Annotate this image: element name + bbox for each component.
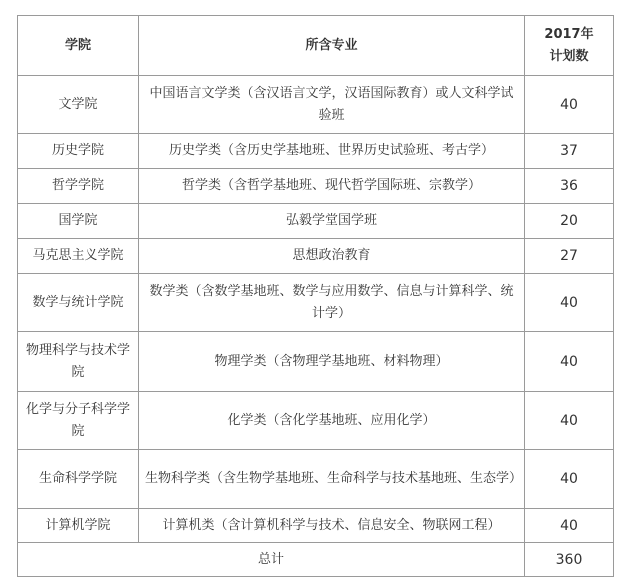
table-row bbox=[18, 450, 614, 509]
college-cell: 国学院 bbox=[18, 204, 139, 239]
header-plan: 2017年计划数 bbox=[525, 16, 614, 76]
table-row bbox=[18, 332, 614, 392]
table-row bbox=[18, 509, 614, 543]
admission-plan-table bbox=[17, 15, 614, 577]
count-cell: 40 bbox=[525, 274, 614, 332]
table-header-row bbox=[18, 16, 614, 76]
count-cell: 20 bbox=[525, 204, 614, 239]
majors-cell: 计算机类（含计算机科学与技术、信息安全、物联网工程） bbox=[139, 509, 525, 543]
table-row bbox=[18, 204, 614, 239]
count-cell: 40 bbox=[525, 332, 614, 392]
header-college: 学院 bbox=[18, 16, 139, 76]
majors-cell: 思想政治教育 bbox=[139, 239, 525, 274]
table-row bbox=[18, 169, 614, 204]
majors-cell: 生物科学类（含生物学基地班、生命科学与技术基地班、生态学） bbox=[139, 450, 525, 509]
count-cell: 36 bbox=[525, 169, 614, 204]
college-cell: 生命科学学院 bbox=[18, 450, 139, 509]
table-row bbox=[18, 239, 614, 274]
college-cell: 文学院 bbox=[18, 76, 139, 134]
total-label: 总计 bbox=[18, 543, 525, 577]
majors-cell: 物理学类（含物理学基地班、材料物理） bbox=[139, 332, 525, 392]
majors-cell: 化学类（含化学基地班、应用化学） bbox=[139, 392, 525, 450]
majors-cell: 历史学类（含历史学基地班、世界历史试验班、考古学） bbox=[139, 134, 525, 169]
total-row bbox=[18, 543, 614, 577]
total-count: 360 bbox=[525, 543, 614, 577]
table-row bbox=[18, 392, 614, 450]
count-cell: 37 bbox=[525, 134, 614, 169]
table-row bbox=[18, 134, 614, 169]
college-cell: 马克思主义学院 bbox=[18, 239, 139, 274]
count-cell: 40 bbox=[525, 450, 614, 509]
majors-cell: 哲学类（含哲学基地班、现代哲学国际班、宗教学） bbox=[139, 169, 525, 204]
count-cell: 40 bbox=[525, 76, 614, 134]
majors-cell: 弘毅学堂国学班 bbox=[139, 204, 525, 239]
admission-plan-table-container bbox=[17, 15, 614, 577]
majors-cell: 中国语言文学类（含汉语言文学，汉语国际教育）或人文科学试验班 bbox=[139, 76, 525, 134]
count-cell: 27 bbox=[525, 239, 614, 274]
college-cell: 数学与统计学院 bbox=[18, 274, 139, 332]
count-cell: 40 bbox=[525, 392, 614, 450]
count-cell: 40 bbox=[525, 509, 614, 543]
majors-cell: 数学类（含数学基地班、数学与应用数学、信息与计算科学、统计学） bbox=[139, 274, 525, 332]
college-cell: 化学与分子科学学院 bbox=[18, 392, 139, 450]
college-cell: 哲学学院 bbox=[18, 169, 139, 204]
college-cell: 物理科学与技术学院 bbox=[18, 332, 139, 392]
college-cell: 历史学院 bbox=[18, 134, 139, 169]
table-row bbox=[18, 76, 614, 134]
college-cell: 计算机学院 bbox=[18, 509, 139, 543]
table-row bbox=[18, 274, 614, 332]
header-majors: 所含专业 bbox=[139, 16, 525, 76]
